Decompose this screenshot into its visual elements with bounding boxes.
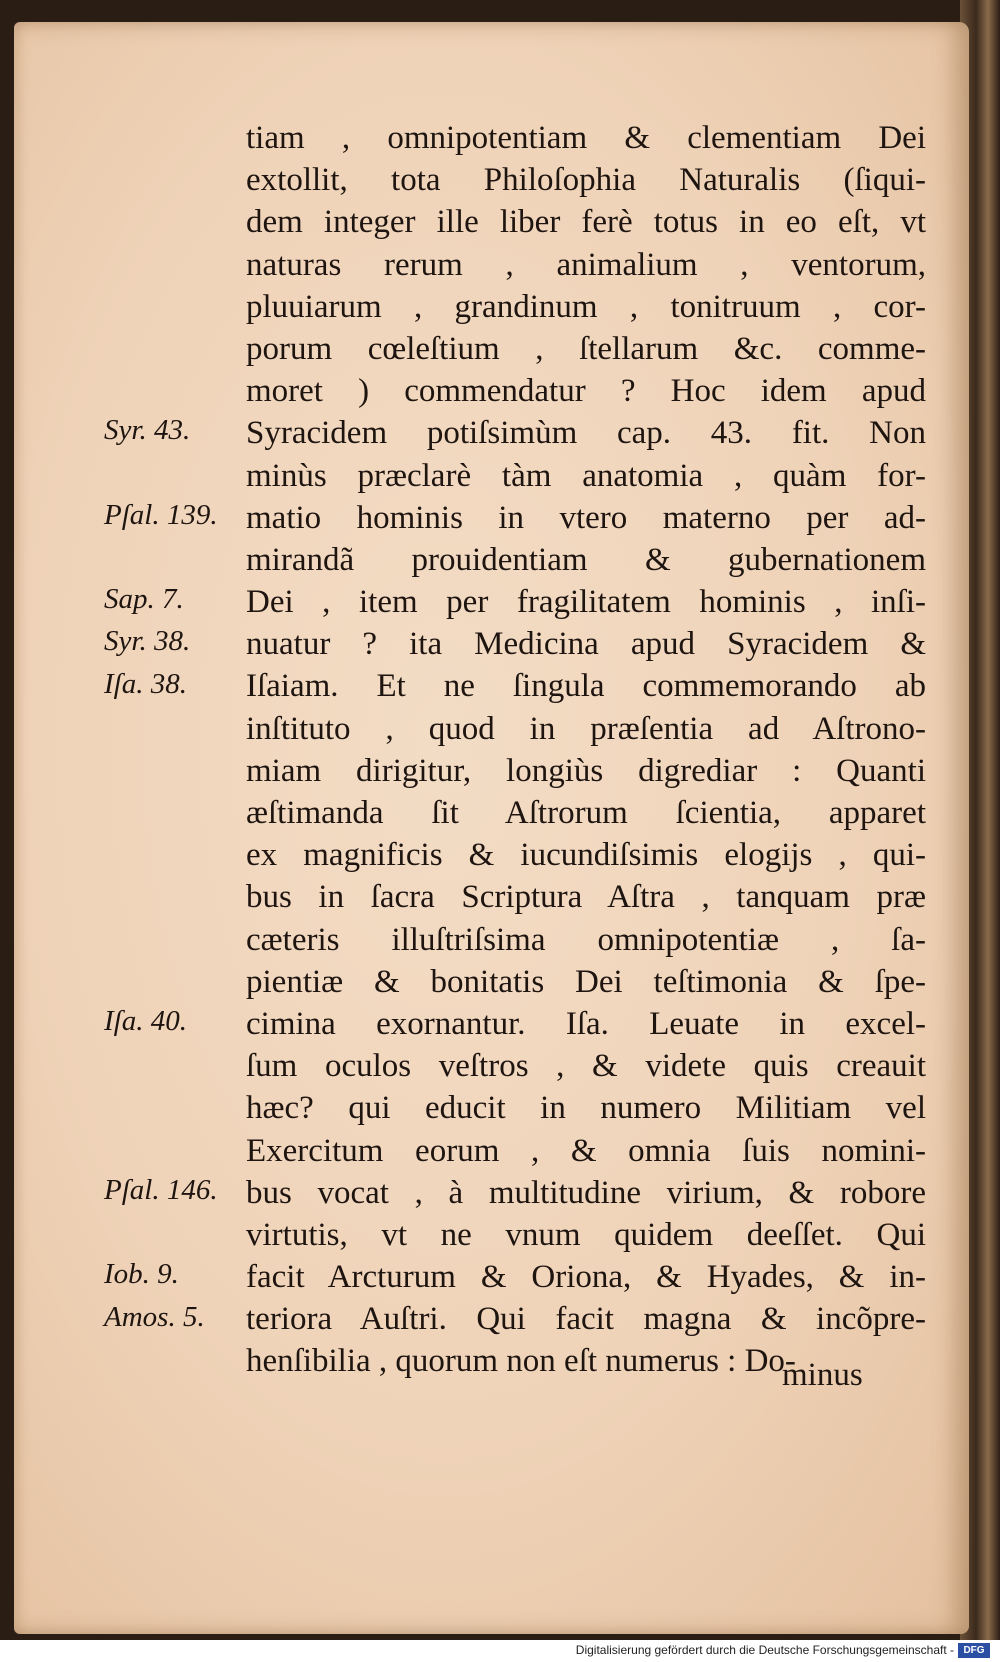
text-line: Dei , item per fragilitatem hominis , inſi-	[246, 584, 926, 621]
text-line: moret ) commendatur ? Hoc idem apud	[246, 373, 926, 410]
digitization-footer	[0, 1640, 1000, 1662]
book-page	[14, 22, 969, 1634]
margin-note: Syr. 38.	[104, 625, 191, 658]
text-line: ſum oculos veſtros , & videte quis creauit	[246, 1048, 926, 1085]
margin-note: Pſal. 146.	[104, 1174, 218, 1206]
text-line: nuatur ? ita Medicina apud Syracidem &	[246, 626, 926, 663]
text-line: teriora Auſtri. Qui facit magna & incõpre-	[246, 1301, 926, 1338]
text-line: facit Arcturum & Oriona, & Hyades, & in-	[246, 1259, 926, 1296]
text-line: æſtimanda ſit Aſtrorum ſcientia, apparet	[246, 795, 926, 831]
catchword: minus	[782, 1357, 863, 1393]
text-line: dem integer ille liber ferè totus in eo eſt, vt	[246, 204, 926, 241]
text-line: henſibilia , quorum non eſt numerus : Do-	[246, 1343, 796, 1380]
text-line: naturas rerum , animalium , ventorum,	[246, 246, 926, 283]
margin-note: Iſa. 40.	[104, 1005, 187, 1038]
margin-notes	[104, 22, 239, 1422]
main-text-block	[246, 117, 926, 1383]
text-line: inſtituto , quod in præſentia ad Aſtrono-	[246, 710, 926, 747]
text-line: pluuiarum , grandinum , tonitruum , cor-	[246, 288, 926, 325]
text-line: tiam , omnipotentiam & clementiam Dei	[246, 120, 926, 156]
margin-note: Syr. 43.	[104, 414, 191, 447]
text-line: bus in ſacra Scriptura Aſtra , tanquam præ	[246, 879, 926, 916]
dfg-logo-icon: DFG	[958, 1643, 990, 1658]
margin-note: Sap. 7.	[104, 583, 184, 616]
text-line: minùs præclarè tàm anatomia , quàm for-	[246, 457, 926, 494]
text-line: virtutis, vt ne vnum quidem deeſſet. Qui	[246, 1216, 926, 1253]
funding-credit: Digitalisierung gefördert durch die Deutsche Forschungsgemeinschaft -	[575, 1643, 954, 1657]
margin-note: Iſa. 38.	[104, 667, 187, 700]
margin-note: Pſal. 139.	[104, 498, 218, 531]
text-line: matio hominis in vtero materno per ad-	[246, 499, 926, 536]
text-line: cimina exornantur. Iſa. Leuate in excel-	[246, 1005, 926, 1042]
margin-note: Iob. 9.	[104, 1258, 179, 1291]
margin-note: Amos. 5.	[104, 1300, 205, 1333]
text-line: miam dirigitur, longiùs digrediar : Quanti	[246, 752, 926, 789]
text-line: Exercitum eorum , & omnia ſuis nomini-	[246, 1132, 926, 1169]
text-line: Syracidem potiſsimùm cap. 43. fit. Non	[246, 415, 926, 452]
text-line: Iſaiam. Et ne ſingula commemorando ab	[246, 668, 926, 705]
text-line: cæteris illuſtriſsima omnipotentiæ , ſa-	[246, 921, 926, 958]
text-line: mirandã prouidentiam & gubernationem	[246, 541, 926, 578]
text-line: porum cœleſtium , ſtellarum &c. comme-	[246, 330, 926, 367]
text-line: hæc? qui educit in numero Militiam vel	[246, 1090, 926, 1127]
text-line: extollit, tota Philoſophia Naturalis (ſiqui-	[246, 162, 926, 199]
text-line: ex magnificis & iucundiſsimis elogijs , qui-	[246, 837, 926, 874]
text-line: bus vocat , à multitudine virium, & robore	[246, 1174, 926, 1211]
text-line: pientiæ & bonitatis Dei teſtimonia & ſpe-	[246, 963, 926, 1000]
